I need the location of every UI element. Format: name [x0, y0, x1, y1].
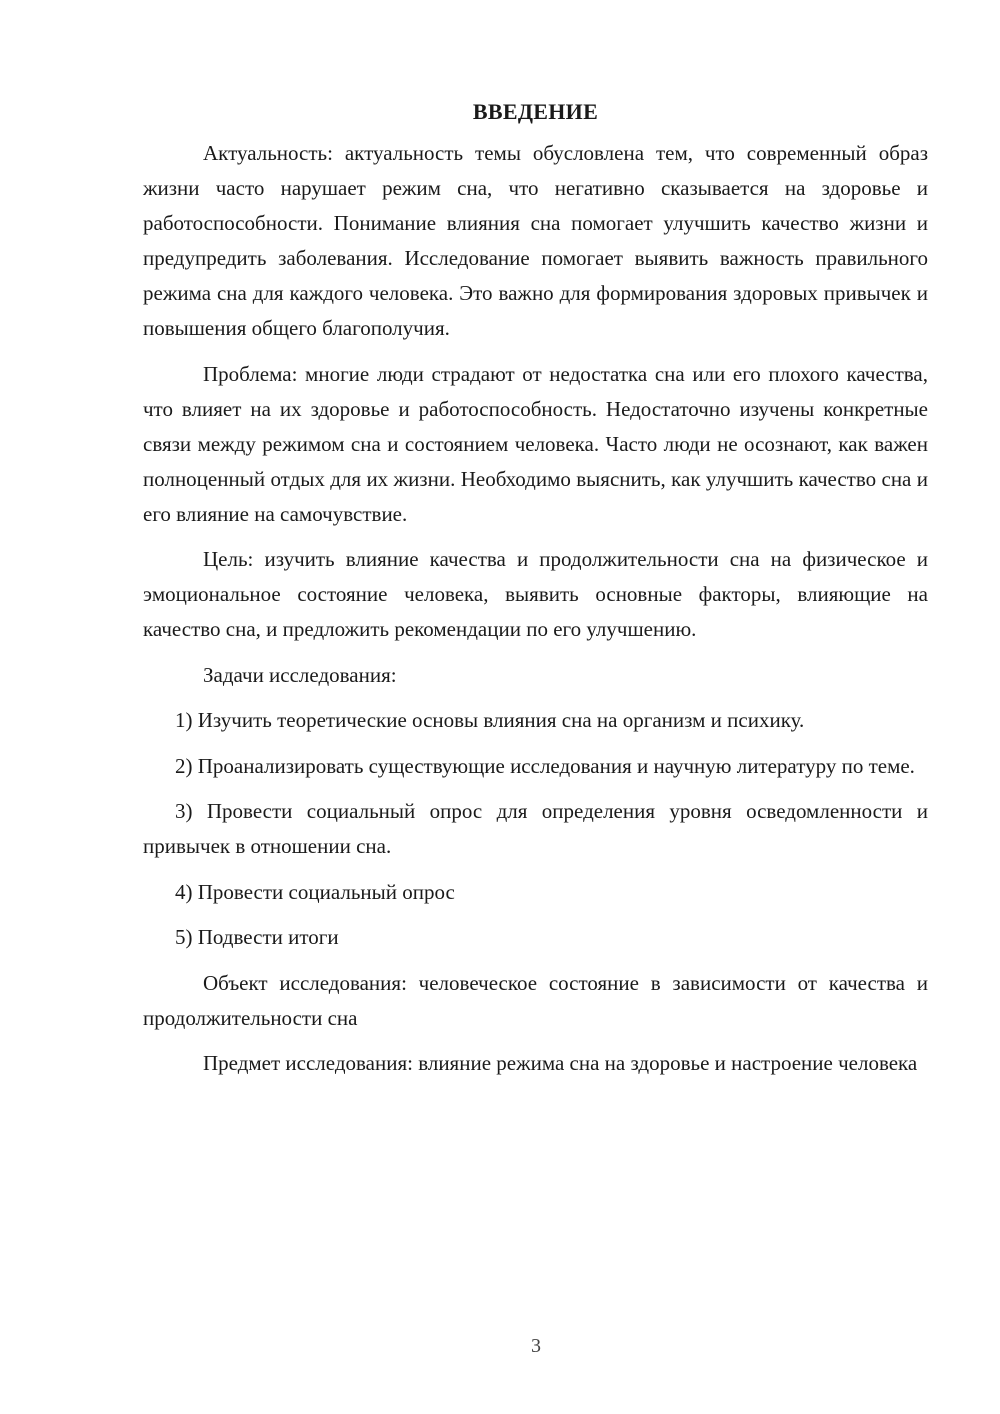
task-item-1: 1) Изучить теоретические основы влияния сна на организм и психику. — [175, 708, 805, 732]
task-item-3: 3) Провести социальный опрос для определения уровня осведомленности и привычек в отношении сна. — [143, 799, 928, 858]
task-item-4: 4) Провести социальный опрос — [175, 879, 455, 904]
section-title: ВВЕДЕНИЕ — [472, 99, 599, 124]
relevance-paragraph: Актуальность: актуальность темы обусловлена тем, что современный образ жизни часто нарушает режим сна, что негативно сказывается на здоровье и работоспособности. Понимание влияния сна помогает улучшить качество жизни и предупредить заболевания. Исследование помогает выявить важность правильного режима сна для каждого человека. Это важно для формирования здоровых привычек и повышения общего благополучия. — [143, 141, 928, 340]
research-subject-paragraph: Предмет исследования: влияние режима сна на здоровье и настроение человека — [203, 1051, 918, 1075]
page-content — [143, 94, 928, 1081]
task-item-5: 5) Подвести итоги — [175, 925, 339, 949]
problem-paragraph: Проблема: многие люди страдают от недостатка сна или его плохого качества, что влияет на их здоровье и работоспособность. Недостаточно изучены конкретные связи между режимом сна и состоянием человека. Часто люди не осознают, как важен полноценный отдых для их жизни. Необходимо выяснить, как улучшить качество сна и его влияние на самочувствие. — [143, 361, 928, 526]
task-item-2: 2) Проанализировать существующие исследования и научную литературу по теме. — [175, 753, 915, 778]
research-object-paragraph: Объект исследования: человеческое состояние в зависимости от качества и продолжительности сна — [143, 970, 928, 1030]
tasks-heading: Задачи исследования: — [203, 662, 397, 687]
goal-paragraph: Цель: изучить влияние качества и продолжительности сна на физическое и эмоциональное состояние человека, выявить основные факторы, влияющие на качество сна, и предложить рекомендации по его улучшению. — [143, 547, 928, 641]
page-number: 3 — [531, 1335, 541, 1357]
